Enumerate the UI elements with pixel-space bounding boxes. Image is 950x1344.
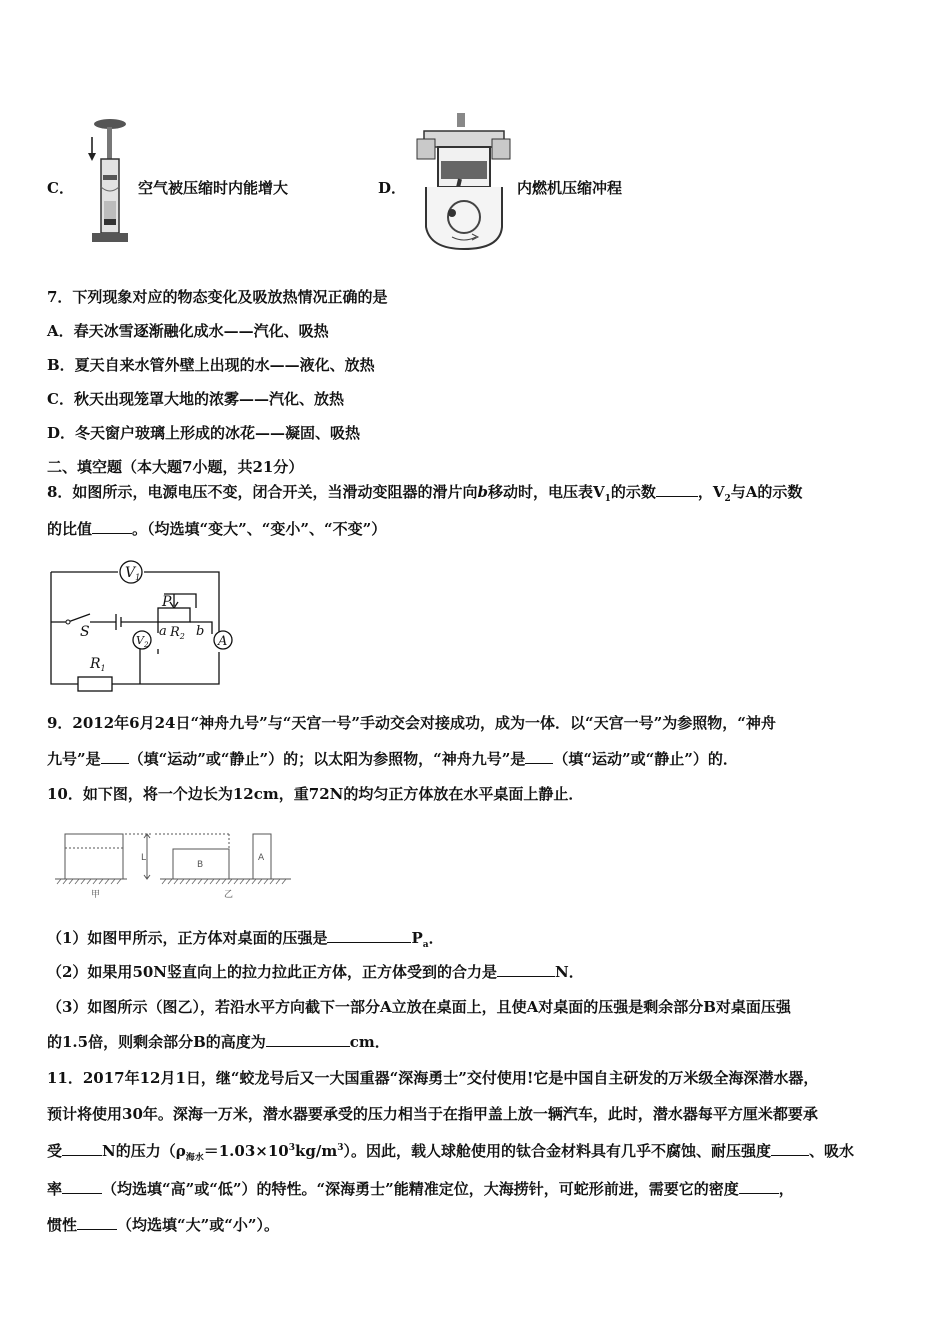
v2-label: $V_2$ xyxy=(136,634,149,649)
q11-text: 受 xyxy=(47,1142,63,1160)
fig-yi-label: 乙 xyxy=(224,890,234,900)
q8-text: 8．如图所示，电源电压不变，闭合开关，当滑动变阻器的滑片向 xyxy=(47,483,478,501)
option-c-text: 空气被压缩时内能增大 xyxy=(138,179,289,197)
q10-text: N． xyxy=(555,963,584,981)
q11-line3 xyxy=(47,1140,854,1163)
q11-text: kg/m xyxy=(294,1142,338,1160)
q7-option-b: B．夏天自来水管外壁上出现的水——液化、放热 xyxy=(47,356,375,374)
q10-blank-1[interactable] xyxy=(327,928,411,943)
q9-line2 xyxy=(47,748,738,769)
q9-text: 九号”是 xyxy=(47,750,101,768)
q8-b: b xyxy=(477,483,488,501)
q10-part3-line1: （3）如图所示（图乙），若沿水平方向截下一部分A立放在桌面上，且使A对桌面的压强是剩余部分B对桌面压强 xyxy=(47,998,791,1016)
q10-text: 的1.5倍，则剩余部分B的高度为 xyxy=(47,1033,266,1051)
block-a-label: A xyxy=(258,853,265,863)
engine-compression-figure xyxy=(412,113,517,253)
q8-line2 xyxy=(47,518,386,539)
q8-text: 与A的示数 xyxy=(730,483,803,501)
q10-text: P xyxy=(411,929,423,947)
q9-blank-2[interactable] xyxy=(525,749,553,764)
q11-blank-2[interactable] xyxy=(771,1141,809,1156)
q11-text: 率 xyxy=(47,1180,63,1198)
q11-text: 惯性 xyxy=(47,1216,78,1234)
q8-text: 。（均选填“变大”、“变小”、“不变”） xyxy=(132,520,387,538)
q11-line1: 11．2017年12月1日，继“蛟龙号后又一大国重器“深海勇士”交付使用!它是中国自主研发的万米级全海深潜水器， xyxy=(47,1069,819,1087)
q11-text: N的压力（ρ xyxy=(102,1142,186,1160)
q11-sup: 3 xyxy=(288,1143,295,1153)
circuit-diagram xyxy=(46,558,246,690)
resistor-b-label: b xyxy=(196,624,205,639)
cube-figure xyxy=(55,830,295,902)
q8-line1 xyxy=(47,481,802,504)
q11-blank-3[interactable] xyxy=(62,1179,102,1194)
q10-text: cm． xyxy=(349,1033,390,1051)
q10-text: （1）如图甲所示，正方体对桌面的压强是 xyxy=(47,929,328,947)
q8-text: 的比值 xyxy=(47,520,93,538)
option-c-letter: C． xyxy=(47,179,74,197)
q11-text: 、吸水 xyxy=(808,1142,854,1160)
q11-line5 xyxy=(47,1214,279,1235)
q7-stem: 7．下列现象对应的物态变化及吸放热情况正确的是 xyxy=(47,288,388,306)
q8-sub: 1 xyxy=(604,494,611,504)
q9-blank-1[interactable] xyxy=(101,749,129,764)
option-d-text: 内燃机压缩冲程 xyxy=(517,179,623,197)
q10-blank-3[interactable] xyxy=(266,1032,350,1047)
q8-sub: 2 xyxy=(724,494,731,504)
q10-sub: a xyxy=(422,940,429,950)
q11-line4 xyxy=(47,1178,794,1199)
r1-label: $R_1$ xyxy=(90,656,106,673)
q10-text: （2）如果用50N竖直向上的拉力拉此正方体，正方体受到的合力是 xyxy=(47,963,498,981)
q9-text: （填“运动”或“静止”）的；以太阳为参照物，“神舟九号”是 xyxy=(128,750,526,768)
q10-blank-2[interactable] xyxy=(497,962,555,977)
q10-part2 xyxy=(47,961,584,982)
q11-text: ， xyxy=(778,1180,794,1198)
q8-text: ，V xyxy=(697,483,725,501)
q9-text: （填“运动”或“静止”）的． xyxy=(553,750,738,768)
q8-text: 移动时，电压表V xyxy=(487,483,605,501)
length-label: L xyxy=(141,853,147,863)
ammeter-label: A xyxy=(218,634,228,649)
q8-text: 的示数 xyxy=(610,483,656,501)
r2-label: $R_2$ xyxy=(170,625,185,641)
air-compression-figure xyxy=(80,115,140,250)
option-d-letter: D． xyxy=(378,179,407,197)
q11-line2: 预计将使用30年。深海一万米，潜水器要承受的压力相当于在指甲盖上放一辆汽车，此时，潜水器每平方厘米都要承 xyxy=(47,1105,818,1123)
q11-sup: 3 xyxy=(337,1143,344,1153)
q11-text: （均选填“大”或“小”）。 xyxy=(117,1216,280,1234)
q7-option-c: C．秋天出现笼罩大地的浓雾——汽化、放热 xyxy=(47,390,344,408)
slider-label: P xyxy=(162,594,172,610)
q9-line1: 9．2012年6月24日“神舟九号”与“天宫一号”手动交会对接成功，成为一体．以“天宫一号”为参照物，“神舟 xyxy=(47,714,776,732)
q7-option-d: D．冬天窗户玻璃上形成的冰花——凝固、吸热 xyxy=(47,424,361,442)
q10-part1 xyxy=(47,927,444,950)
q11-sub: 海水 xyxy=(185,1153,204,1163)
fig-jia-label: 甲 xyxy=(91,890,101,900)
q11-blank-4[interactable] xyxy=(739,1179,779,1194)
q11-text: ＝1.03×10 xyxy=(203,1142,289,1160)
q8-blank-2[interactable] xyxy=(92,519,132,534)
block-b-label: B xyxy=(197,860,204,870)
q11-blank-1[interactable] xyxy=(62,1141,102,1156)
q10-part3-line2 xyxy=(47,1031,390,1052)
q11-text: （均选填“高”或“低”）的特性。“深海勇士”能精准定位，大海捞针，可蛇形前进，需要它的密度 xyxy=(102,1180,739,1198)
q11-blank-5[interactable] xyxy=(77,1215,117,1230)
switch-label: S xyxy=(80,624,90,640)
q10-stem: 10．如下图，将一个边长为12cm，重72N的均匀正方体放在水平桌面上静止． xyxy=(47,785,584,803)
q11-text: ）。因此，载人球舱使用的钛合金材料具有几乎不腐蚀、耐压强度 xyxy=(343,1142,771,1160)
resistor-a-label: a xyxy=(159,624,167,639)
q8-blank-1[interactable] xyxy=(656,482,698,497)
q10-text: ． xyxy=(428,929,444,947)
q7-option-a: A．春天冰雪逐渐融化成水——汽化、吸热 xyxy=(47,322,329,340)
section-title: 二、填空题（本大题7小题，共21分） xyxy=(47,458,304,476)
v1-label: $V_1$ xyxy=(125,565,141,582)
